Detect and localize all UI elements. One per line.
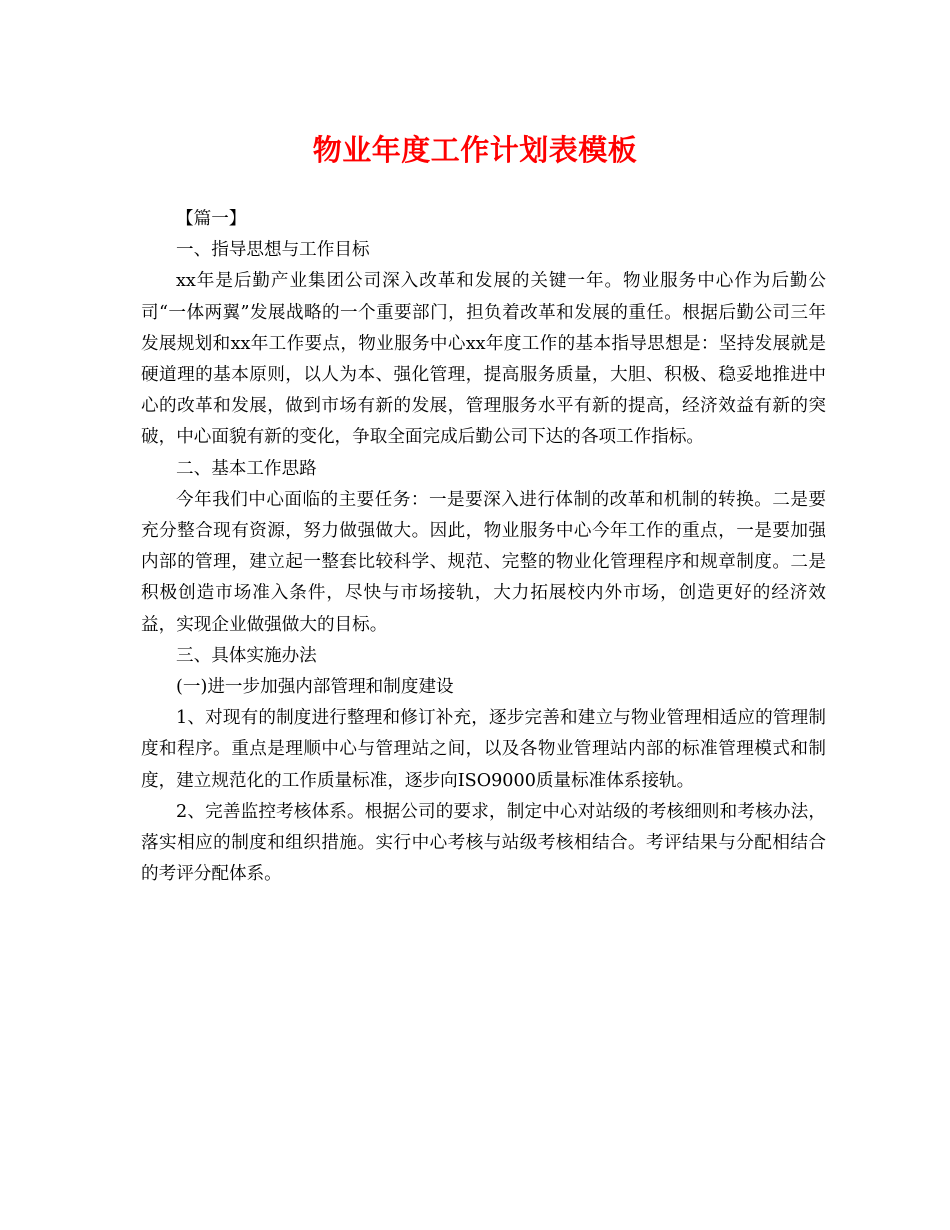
paragraph-guiding-ideology: xx年是后勤产业集团公司深入改革和发展的关键一年。物业服务中心作为后勤公司“一体两翼”发展战略的一个重要部门，担负着改革和发展的重任。根据后勤公司三年发展规划和xx年工作要点，物业服务中心xx年度工作的基本指导思想是：坚持发展就是硬道理的基本原则，以人为本、强化管理，提高服务质量，大胆、积极、稳妥地推进中心的改革和发展，做到市场有新的发展，管理服务水平有新的提高，经济效益有新的突破，中心面貌有新的变化，争取全面完成后勤公司下达的各项工作指标。 [141, 271, 826, 448]
document-body [141, 204, 826, 890]
paragraph-item-1: 1、对现有的制度进行整理和修订补充，逐步完善和建立与物业管理相适应的管理制度和程序。重点是理顺中心与管理站之间，以及各物业管理站内部的标准管理模式和制度，建立规范化的工作质量标准，逐步向ISO9000质量标准体系接轨。 [141, 708, 826, 791]
heading-implementation-methods: 三、具体实施办法 [176, 645, 317, 666]
document-title: 物业年度工作计划表模板 [312, 133, 638, 167]
heading-basic-work-approach: 二、基本工作思路 [176, 458, 317, 479]
paragraph-item-2: 2、完善监控考核体系。根据公司的要求，制定中心对站级的考核细则和考核办法，落实相应的制度和组织措施。实行中心考核与站级考核相结合。考评结果与分配相结合的考评分配体系。 [141, 801, 826, 885]
paragraph-basic-work-approach: 今年我们中心面临的主要任务：一是要深入进行体制的改革和机制的转换。二是要充分整合现有资源，努力做强做大。因此，物业服务中心今年工作的重点，一是要加强内部的管理，建立起一整套比较科学、规范、完整的物业化管理程序和规章制度。二是积极创造市场准入条件，尽快与市场接轨，大力拓展校内外市场，创造更好的经济效益，实现企业做强做大的目标。 [141, 489, 826, 635]
heading-guiding-ideology: 一、指导思想与工作目标 [176, 240, 370, 261]
section-marker: 【篇一】 [176, 209, 247, 229]
subheading-internal-management: (一)进一步加强内部管理和制度建设 [176, 677, 454, 698]
